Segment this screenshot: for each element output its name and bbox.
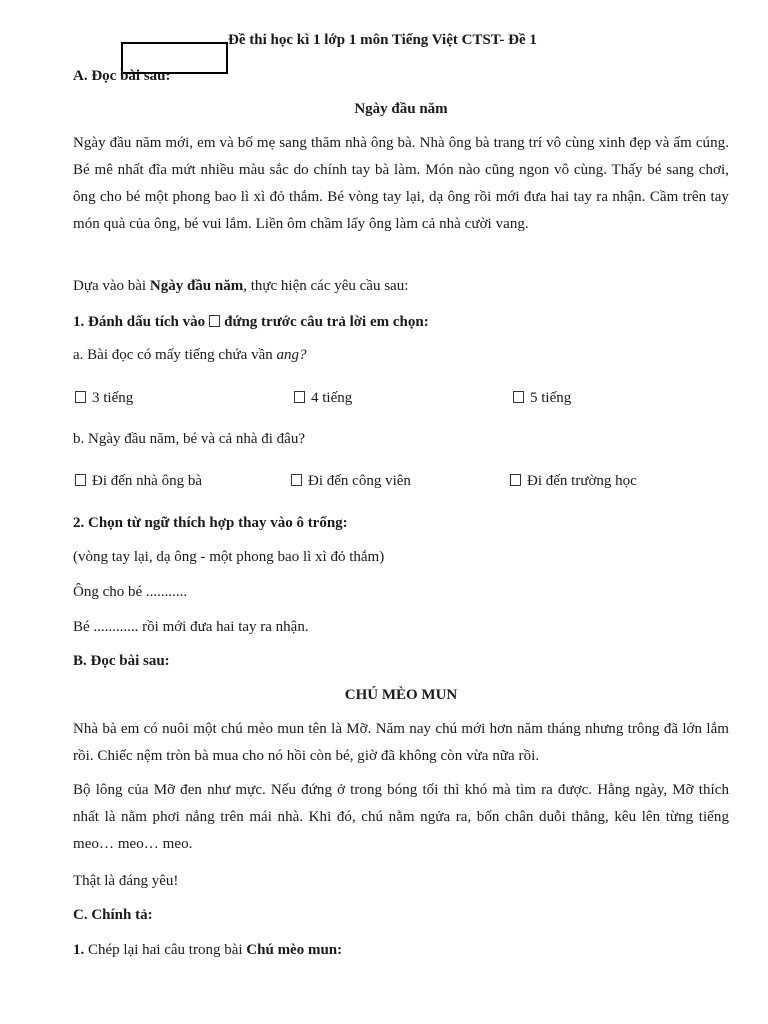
option-1a-3[interactable] (513, 389, 571, 407)
story-paragraph-ngay-dau-nam: Ngày đầu năm mới, em và bố mẹ sang thăm nhà ông bà. Nhà ông bà trang trí vô cùng xinh đẹp và ấm cúng. Bé mê nhất đĩa mứt nhiều màu sắc do chính tay bà làm. Món nào cũng ngon vô cùng. Thấy bé sang chơi, ông cho bé một phong bao lì xì đỏ thắm. Bé vòng tay lại, dạ ông rồi mới đưa hai tay ra nhận. Cầm trên tay món quà của ông, bé vui lắm. Liền ôm chầm lấy ông làm cả nhà cười vang. (73, 135, 729, 232)
document-title: Đề thi học kì 1 lớp 1 môn Tiếng Việt CTST- Đề 1 (228, 32, 537, 48)
checkbox-icon[interactable] (510, 474, 521, 486)
question-1a-text: a. Bài đọc có mấy tiếng chứa vần (73, 347, 277, 363)
question-1-heading-before: 1. Đánh dấu tích vào (73, 314, 206, 330)
question-2-line-2: Bé ............ rồi mới đưa hai tay ra nhận. (73, 619, 309, 635)
question-1a (73, 346, 306, 364)
spelling-task-number: 1. (73, 942, 85, 958)
option-label: Đi đến trường học (527, 473, 637, 489)
story-paragraph-1: Nhà bà em có nuôi một chú mèo mun tên là Mỡ. Năm nay chú mới hơn năm tháng nhưng trông đã lớn lắm rồi. Chiếc nệm tròn bà mua cho nó hồi còn bé, giờ đã không còn vừa nữa rồi. (73, 721, 729, 764)
option-label: 5 tiếng (530, 390, 572, 406)
checkbox-icon[interactable] (75, 474, 86, 486)
option-1b-2[interactable] (291, 472, 411, 490)
option-1a-1[interactable] (75, 389, 133, 407)
section-c-heading: C. Chính tả: (73, 907, 153, 923)
option-label: 4 tiếng (311, 390, 353, 406)
question-2-line-1: Ông cho bé ........... (73, 584, 188, 600)
spelling-task-title: Chú mèo mun: (246, 942, 343, 958)
section-a-heading: A. Đọc bài sau: (73, 68, 171, 84)
instruction-title: Ngày đầu năm (149, 278, 244, 294)
question-1-heading-after: đứng trước câu trả lời em chọn: (224, 314, 429, 330)
story-title-chu-meo-mun: CHÚ MÈO MUN (344, 687, 458, 703)
option-1b-1[interactable] (75, 472, 202, 490)
option-1a-2[interactable] (294, 389, 352, 407)
option-1b-3[interactable] (510, 472, 637, 490)
spelling-task (73, 941, 342, 959)
question-1-heading (73, 313, 429, 331)
story-paragraph-2: Bộ lông của Mỡ đen như mực. Nếu đứng ở trong bóng tối thì khó mà tìm ra được. Hằng ngày, Mỡ thích nhất là nằm phơi nắng trên mái nhà. Khi đó, chú nằm ngửa ra, bốn chân duỗi thẳng, kêu lên từng tiếng meo… meo… meo. (73, 782, 729, 852)
section-b-heading: B. Đọc bài sau: (73, 653, 170, 669)
question-1b-text: b. Ngày đầu năm, bé và cả nhà đi đâu? (73, 431, 305, 447)
checkbox-icon[interactable] (294, 391, 305, 403)
story-title-ngay-dau-nam: Ngày đầu năm (354, 101, 448, 117)
instruction-line (73, 277, 408, 295)
checkbox-icon[interactable] (513, 391, 524, 403)
spelling-task-text: Chép lại hai câu trong bài (84, 942, 247, 958)
option-label: Đi đến công viên (308, 473, 411, 489)
question-2-choices: (vòng tay lại, dạ ông - một phong bao lì xì đỏ thắm) (73, 549, 385, 565)
instruction-prefix: Dựa vào bài (73, 278, 150, 294)
question-1a-vowel: ang? (276, 347, 307, 363)
question-2-heading: 2. Chọn từ ngữ thích hợp thay vào ô trống: (73, 515, 348, 531)
option-label: Đi đến nhà ông bà (92, 473, 202, 489)
instruction-suffix: , thực hiện các yêu cầu sau: (243, 278, 409, 294)
checkbox-icon (209, 315, 220, 327)
checkbox-icon[interactable] (291, 474, 302, 486)
checkbox-icon[interactable] (75, 391, 86, 403)
option-label: 3 tiếng (92, 390, 134, 406)
story-paragraph-3: Thật là đáng yêu! (73, 873, 179, 889)
